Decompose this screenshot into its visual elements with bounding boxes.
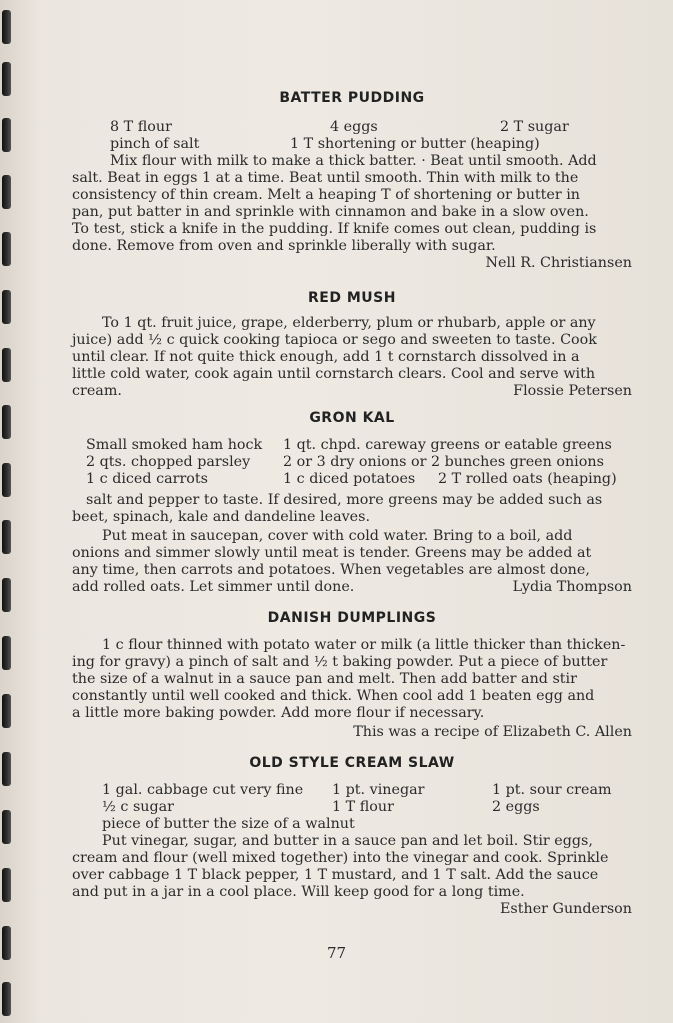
recipe-gron-kal <box>72 410 632 596</box>
recipe-author: Lydia Thompson <box>512 579 632 595</box>
ingredient: 2 T sugar <box>500 119 569 135</box>
instruction-line: To test, stick a knife in the pudding. If knife comes out clean, pudding is <box>72 221 597 237</box>
ingredient-row <box>72 816 632 833</box>
instruction-line: the size of a walnut in a sauce pan and melt. Then add batter and stir <box>72 671 577 687</box>
ingredient: 1 T flour <box>332 799 394 815</box>
ingredient: 1 c diced potatoes <box>283 471 416 487</box>
ingredient-row <box>72 119 632 136</box>
instruction-line: and put in a jar in a cool place. Will keep good for a long time. <box>72 884 525 900</box>
instruction-line: done. Remove from oven and sprinkle liberally with sugar. <box>72 238 496 254</box>
ingredient: pinch of salt <box>110 136 200 152</box>
ingredient-row <box>72 471 632 488</box>
recipe-title: GRON KAL <box>309 410 395 426</box>
binding-ring <box>2 405 11 439</box>
instruction-line: Put vinegar, sugar, and butter in a sauce pan and let boil. Stir eggs, <box>102 833 593 849</box>
recipe-title: DANISH DUMPLINGS <box>267 610 437 626</box>
binding-ring <box>2 636 11 670</box>
binding-ring <box>2 10 11 44</box>
instruction-line: To 1 qt. fruit juice, grape, elderberry, plum or rhubarb, apple or any <box>102 315 596 331</box>
ingredient: 1 pt. vinegar <box>332 782 425 798</box>
recipe-title: OLD STYLE CREAM SLAW <box>249 755 455 771</box>
instruction-line: onions and simmer slowly until meat is tender. Greens may be added at <box>72 545 592 561</box>
binding-ring <box>2 810 11 844</box>
closing-row <box>72 383 632 400</box>
binding-ring <box>2 232 11 266</box>
ingredient: 1 c diced carrots <box>86 471 208 487</box>
instruction-line: constantly until well cooked and thick. When cool add 1 beaten egg and <box>72 688 595 704</box>
instruction-line: pan, put batter in and sprinkle with cinnamon and bake in a slow oven. <box>72 204 589 220</box>
binding-ring <box>2 348 11 382</box>
ingredient: 2 eggs <box>492 799 540 815</box>
recipe-old-style-cream-slaw <box>72 755 632 918</box>
ingredient-row <box>72 454 632 471</box>
binding-ring <box>2 175 11 209</box>
closing-row <box>72 579 632 596</box>
ingredient-row <box>72 136 632 153</box>
instruction-line: ing for gravy) a pinch of salt and ½ t baking powder. Put a piece of butter <box>72 654 608 670</box>
binding-ring <box>2 578 11 612</box>
instruction-line: beet, spinach, kale and dandeline leaves. <box>72 509 371 525</box>
ingredient: 2 T rolled oats (heaping) <box>438 471 617 487</box>
ingredient: 4 eggs <box>330 119 378 135</box>
instruction-line: Put meat in saucepan, cover with cold water. Bring to a boil, add <box>102 528 573 544</box>
recipe-title: RED MUSH <box>308 290 396 306</box>
instruction-line: cream. <box>72 383 122 399</box>
ingredient: 2 qts. chopped parsley <box>86 454 251 470</box>
spiral-binding <box>0 0 22 1023</box>
ingredient: 1 gal. cabbage cut very fine <box>102 782 304 798</box>
ingredient-row <box>72 782 632 799</box>
instruction-line: little cold water, cook again until cornstarch clears. Cool and serve with <box>72 366 596 382</box>
instruction-line: any time, then carrots and potatoes. When vegetables are almost done, <box>72 562 590 578</box>
instruction-line: until clear. If not quite thick enough, add 1 t cornstarch dissolved in a <box>72 349 580 365</box>
instruction-line: salt and pepper to taste. If desired, more greens may be added such as <box>86 492 603 508</box>
recipe-author: Esther Gunderson <box>499 901 632 917</box>
instruction-line: cream and flour (well mixed together) into the vinegar and cook. Sprinkle <box>72 850 609 866</box>
ingredient: 1 T shortening or butter (heaping) <box>290 136 540 152</box>
ingredient: piece of butter the size of a walnut <box>102 816 355 832</box>
ingredient-row <box>72 437 632 454</box>
recipe-red-mush <box>72 290 632 400</box>
ingredient: 8 T flour <box>110 119 172 135</box>
recipe-author: This was a recipe of Elizabeth C. Allen <box>353 724 632 740</box>
recipe-title: BATTER PUDDING <box>279 90 425 106</box>
instruction-line: add rolled oats. Let simmer until done. <box>72 579 355 595</box>
instruction-line: over cabbage 1 T black pepper, 1 T mustard, and 1 T salt. Add the sauce <box>72 867 599 883</box>
instruction-line: 1 c flour thinned with potato water or milk (a little thicker than thicken- <box>102 637 626 653</box>
recipe-batter-pudding <box>72 90 632 272</box>
ingredient: Small smoked ham hock <box>86 437 263 453</box>
ingredient: 1 qt. chpd. careway greens or eatable greens <box>283 437 612 453</box>
binding-ring <box>2 463 11 497</box>
recipe-author: Flossie Petersen <box>513 383 632 399</box>
recipe-danish-dumplings <box>72 610 632 741</box>
instruction-line: Mix flour with milk to make a thick batter. · Beat until smooth. Add <box>110 153 597 169</box>
binding-ring <box>2 62 11 96</box>
ingredient-row <box>72 799 632 816</box>
instruction-line: a little more baking powder. Add more flour if necessary. <box>72 705 485 721</box>
instruction-line: juice) add ½ c quick cooking tapioca or sego and sweeten to taste. Cook <box>72 332 597 348</box>
recipe-author: Nell R. Christiansen <box>485 255 632 271</box>
binding-ring <box>2 520 11 554</box>
ingredient: ½ c sugar <box>102 799 175 815</box>
binding-ring <box>2 290 11 324</box>
binding-ring <box>2 118 11 152</box>
instruction-line: consistency of thin cream. Melt a heaping T of shortening or butter in <box>72 187 581 203</box>
instruction-line: salt. Beat in eggs 1 at a time. Beat until smooth. Thin with milk to the <box>72 170 579 186</box>
binding-ring <box>2 868 11 902</box>
ingredient: 1 pt. sour cream <box>492 782 612 798</box>
binding-ring <box>2 752 11 786</box>
page-number: 77 <box>326 944 347 962</box>
ingredient: 2 or 3 dry onions or 2 bunches green onions <box>283 454 604 470</box>
recipes-content <box>72 90 632 918</box>
binding-ring <box>2 694 11 728</box>
binding-ring <box>2 982 11 1016</box>
